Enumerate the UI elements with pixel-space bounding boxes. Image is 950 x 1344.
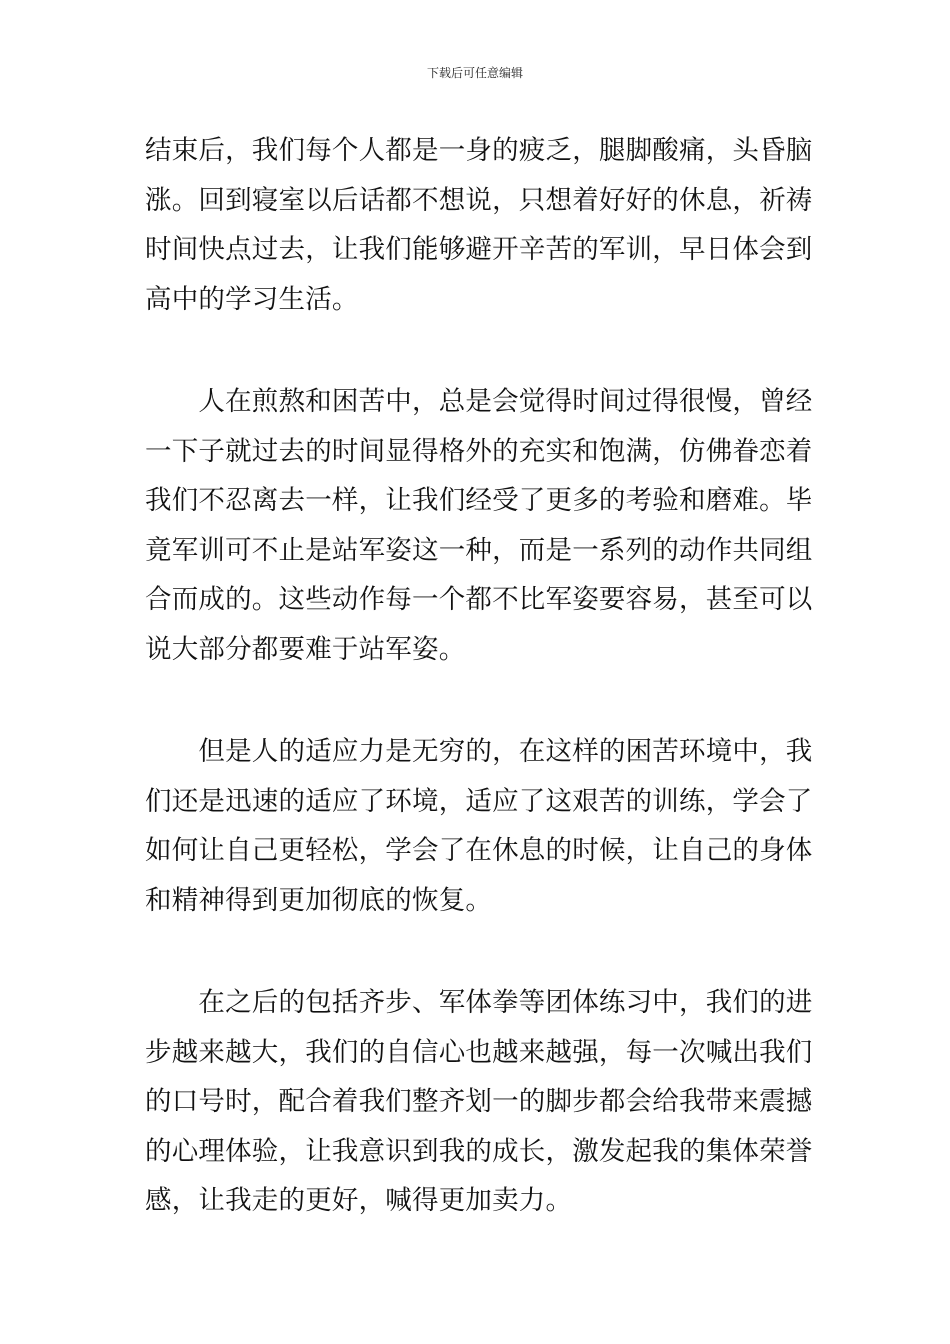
text-line: 高中的学习生活。 [145, 283, 359, 315]
paragraph [145, 727, 813, 925]
paragraph [145, 978, 813, 1226]
text-line: 们还是迅速的适应了环境，适应了这艰苦的训练，学会了 [145, 785, 813, 817]
text-line: 说大部分都要难于站军姿。 [145, 633, 466, 665]
text-line: 和精神得到更加彻底的恢复。 [145, 884, 493, 916]
text-line: 一下子就过去的时间显得格外的充实和饱满，仿佛眷恋着 [145, 435, 813, 467]
text-line: 时间快点过去，让我们能够避开辛苦的军训，早日体会到 [145, 234, 813, 265]
text-line: 的口号时，配合着我们整齐划一的脚步都会给我带来震撼 [145, 1086, 813, 1117]
text-line: 合而成的。这些动作每一个都不比军姿要容易，甚至可以 [145, 584, 813, 615]
text-line: 结束后，我们每个人都是一身的疲乏，腿脚酸痛，头昏脑 [145, 135, 813, 166]
text-line: 在之后的包括齐步、军体拳等团体练习中，我们的进 [145, 987, 813, 1018]
text-line: 我们不忍离去一样，让我们经受了更多的考验和磨难。毕 [145, 485, 813, 516]
text-line: 如何让自己更轻松，学会了在休息的时候，让自己的身体 [145, 835, 813, 866]
document-body [145, 126, 813, 1279]
page-header: 下载后可任意编辑 [426, 66, 523, 80]
text-line: 涨。回到寝室以后话都不想说，只想着好好的休息，祈祷 [145, 184, 813, 216]
text-line: 的心理体验，让我意识到我的成长，激发起我的集体荣誉 [145, 1135, 813, 1167]
text-line: 步越来越大，我们的自信心也越来越强，每一次喊出我们 [145, 1036, 813, 1068]
paragraph [145, 126, 813, 324]
paragraph [145, 377, 813, 674]
text-line: 感，让我走的更好，喊得更加卖力。 [145, 1185, 573, 1216]
text-line: 但是人的适应力是无穷的，在这样的困苦环境中，我 [145, 736, 813, 767]
text-line: 人在煎熬和困苦中，总是会觉得时间过得很慢，曾经 [145, 386, 813, 417]
text-line: 竟军训可不止是站军姿这一种，而是一系列的动作共同组 [145, 534, 813, 566]
